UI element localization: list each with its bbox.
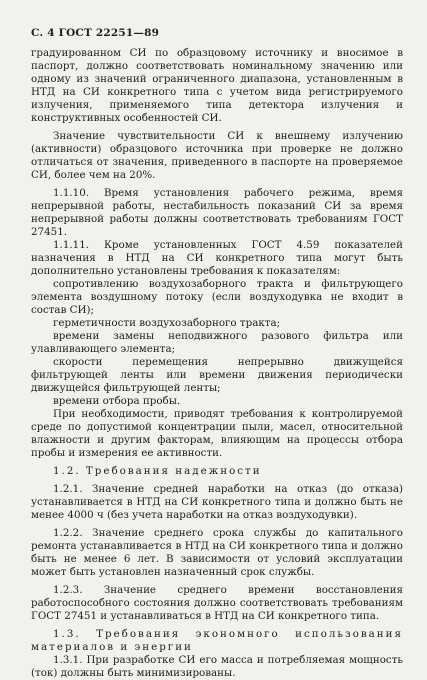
paragraph: 1.2.3. Значение среднего времени восстановления работоспособного состояния должно соответствовать требованиям ГОСТ 27451 и устанавливаться в НТД на СИ конкретного типа.: [31, 584, 403, 622]
page-header: С. 4 ГОСТ 22251—89: [31, 27, 160, 39]
paragraph: 1.1.10. Время установления рабочего режима, время непрерывной работы, нестабильность показаний СИ за время непрерывной работы должны соответствовать требованиям ГОСТ 27451.: [31, 187, 403, 238]
section-heading: 1.3. Требования экономного использования материалов и энергии: [31, 628, 403, 653]
paragraph: герметичности воздухозаборного тракта;: [53, 317, 281, 329]
document-body: [31, 47, 403, 680]
paragraph: времени отбора пробы.: [53, 395, 181, 407]
paragraph: 1.3.1. При разработке СИ его масса и потребляемая мощность (ток) должны быть минимизированы.: [31, 654, 403, 679]
section-heading: 1.2. Требования надежности: [53, 465, 262, 477]
paragraph: 1.1.11. Кроме установленных ГОСТ 4.59 показателей назначения в НТД на СИ конкретного типа могут быть дополнительно установлены требования к показателям:: [31, 239, 403, 277]
paragraph: При необходимости, приводят требования к контролируемой среде по допустимой концентрации пыли, масел, относительной влажности и другим факторам, влияющим на процессы отбора пробы и измерения ее активности.: [31, 408, 403, 459]
paragraph: времени замены неподвижного разового фильтра или улавливающего элемента;: [31, 330, 403, 355]
paragraph: сопротивлению воздухозаборного тракта и фильтрующего элемента воздушному потоку (если воздуходувка не входит в состав СИ);: [31, 278, 403, 316]
paragraph: 1.2.2. Значение среднего срока службы до капитального ремонта устанавливается в НТД на СИ конкретного типа и должно быть не менее 6 лет. В зависимости от условий эксплуатации может быть установлен назначенный срок службы.: [31, 527, 403, 578]
paragraph: скорости перемещения непрерывно движущейся фильтрующей ленты или времени движения периодически движущейся фильтрующей ленты;: [31, 356, 403, 394]
paragraph: 1.2.1. Значение средней наработки на отказ (до отказа) устанавливается в НТД на СИ конкретного типа и должно быть не менее 4000 ч (без учета наработки на отказ воздуходувки).: [31, 483, 403, 521]
paragraph: градуированном СИ по образцовому источнику и вносимое в паспорт, должно соответствовать номинальному значению или одному из значений ограниченного диапазона, установленным в НТД на СИ конкретного типа с учетом вида регистрируемого излучения, применяемого типа детектора излучения и конструктивных особенностей СИ.: [31, 47, 403, 124]
paragraph: Значение чувствительности СИ к внешнему излучению (активности) образцового источника при проверке не должно отличаться от значения, приведенного в паспорте на проверяемое СИ, более чем на 20%.: [31, 130, 403, 181]
